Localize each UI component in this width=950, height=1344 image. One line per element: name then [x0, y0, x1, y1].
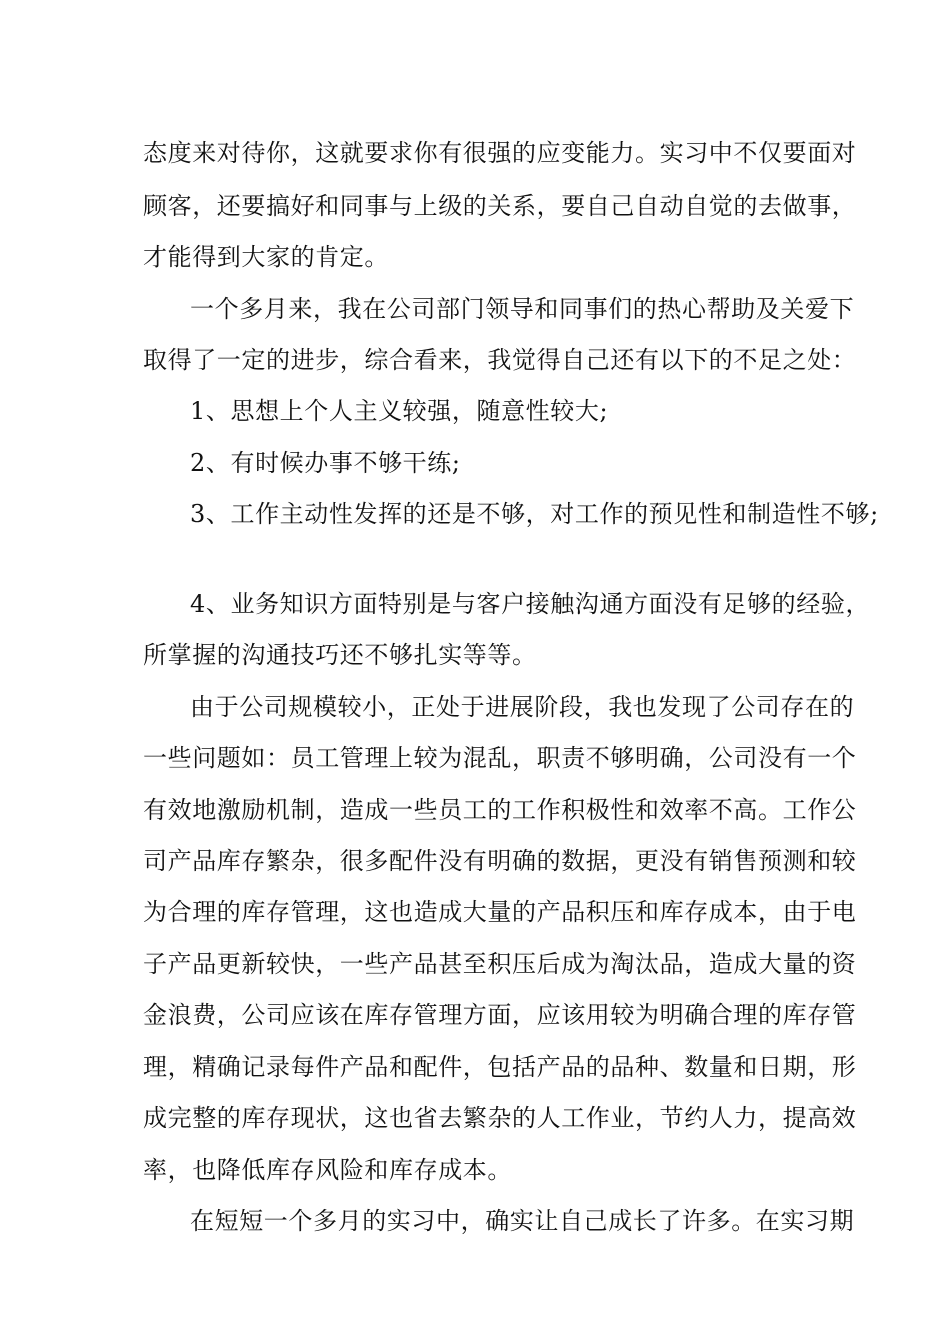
text-line-10: 所掌握的沟通技巧还不够扎实等等。	[143, 641, 537, 669]
text-line-13: 有效地激励机制，造成一些员工的工作积极性和效率不高。工作公	[143, 796, 857, 824]
text-line-12: 一些问题如：员工管理上较为混乱，职责不够明确，公司没有一个	[143, 744, 857, 772]
text-line-3: 才能得到大家的肯定。	[143, 243, 389, 271]
text-line-20: 率，也降低库存风险和库存成本。	[143, 1156, 512, 1184]
list-item-1: 1、思想上个人主义较强，随意性较大;	[190, 397, 609, 425]
text-line-18: 理，精确记录每件产品和配件，包括产品的品种、数量和日期，形	[143, 1053, 857, 1081]
list-item-4: 4、业务知识方面特别是与客户接触沟通方面没有足够的经验，	[190, 590, 871, 618]
text-line-4: 一个多月来，我在公司部门领导和同事们的热心帮助及关爱下	[190, 295, 855, 323]
text-line-11: 由于公司规模较小，正处于进展阶段，我也发现了公司存在的	[190, 693, 855, 721]
text-line-1: 态度来对待你，这就要求你有很强的应变能力。实习中不仅要面对	[143, 139, 857, 167]
text-line-21: 在短短一个多月的实习中，确实让自己成长了许多。在实习期	[190, 1207, 855, 1235]
text-line-16: 子产品更新较快，一些产品甚至积压后成为淘汰品，造成大量的资	[143, 950, 857, 978]
text-line-17: 金浪费，公司应该在库存管理方面，应该用较为明确合理的库存管	[143, 1001, 857, 1029]
list-item-2: 2、有时候办事不够干练;	[190, 449, 461, 477]
text-line-5: 取得了一定的进步，综合看来，我觉得自己还有以下的不足之处：	[143, 346, 857, 374]
list-item-3: 3、工作主动性发挥的还是不够，对工作的预见性和制造性不够;	[190, 500, 879, 528]
text-line-2: 顾客，还要搞好和同事与上级的关系，要自己自动自觉的去做事，	[143, 192, 857, 220]
text-line-15: 为合理的库存管理，这也造成大量的产品积压和库存成本，由于电	[143, 898, 857, 926]
text-line-14: 司产品库存繁杂，很多配件没有明确的数据，更没有销售预测和较	[143, 847, 857, 875]
text-line-19: 成完整的库存现状，这也省去繁杂的人工作业，节约人力，提高效	[143, 1104, 857, 1132]
